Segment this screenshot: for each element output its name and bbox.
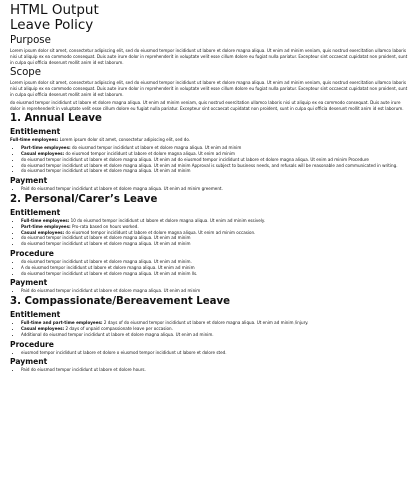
annual-leave-heading: 1. Annual Leave	[10, 113, 102, 125]
item-label: Casual employees:	[21, 229, 65, 235]
list-item	[21, 168, 409, 174]
personal-payment-list	[10, 288, 409, 294]
item-label: Casual employees:	[21, 325, 65, 331]
annual-payment-list	[10, 186, 409, 192]
purpose-paragraph: Lorem ipsum dolor sit amet, consectetur adipiscing elit, sed do eiusmod tempor incididunt ut labore et dolore magna aliqua. Ut enim ad minim veniam, quis nostrud exercitation ullamco laboris nisi ut aliquip ex ea commodo consequat. Duis aute irure dolor in reprehenderit in voluptate velit esse cillum dolore eu fugiat nulla pariatur. Excepteur sint occaecat cupidatat non proident, sunt in culpa qui officia deserunt mollit anim id est laborum.	[10, 48, 408, 65]
compassionate-payment-heading: Payment	[10, 357, 48, 367]
item-label: Part-time employees:	[21, 145, 71, 151]
annual-fulltime-text: Lorem ipsum dolor sit amet, consectetur adipiscing elit, sed do.	[58, 137, 191, 143]
item-label: Full-time employees:	[21, 217, 70, 223]
annual-fulltime-label: Full-time employees:	[10, 137, 59, 143]
item-text: 10 do eiusmod tempor incididunt ut labore et dolore magna aliqua. Ut enim ad minim essively.	[69, 217, 266, 223]
item-text: 2 days of do eiusmod tempor incididunt ut labore et dolore magna aliqua. Ut enim ad minim /injury.	[102, 320, 309, 326]
personal-entitlement-list	[10, 218, 409, 247]
item-text: Pro-rata based on hours worked.	[70, 223, 139, 229]
personal-procedure-list	[10, 259, 409, 276]
annual-fulltime-paragraph	[10, 137, 409, 143]
document-title-line2: Leave Policy	[10, 17, 94, 33]
list-item: • Paid do eiusmod tempor incididunt ut labore et dolore hours.	[21, 367, 409, 373]
item-label: Full-time and part-time employees:	[21, 320, 103, 326]
item-text: 2 days of unpaid compassionate leave per occasion.	[64, 325, 173, 331]
item-text: Additional do eiusmod tempor incididunt ut labore et dolore magna aliqua. Ut enim ad minim.	[21, 331, 214, 337]
item-text: do eiusmod tempor incididunt ut labore et dolore magna aliqua. Ut enim ad minim	[21, 241, 191, 247]
personal-leave-heading: 2. Personal/Carer’s Leave	[10, 193, 158, 205]
personal-procedure-heading: Procedure	[10, 248, 54, 258]
compassionate-entitlement-list	[10, 320, 409, 337]
item-text: do eiusmod tempor incididunt ut labore et dolore magna aliqua. Ut enim ad minim Approval is subject to business needs, and refusals will be reasonable and communicated in writing.	[21, 162, 398, 168]
item-text: do eiusmod tempor incididunt ut labore et dolore magna aliqua. Ut enim ad do eiusmod tempor incididunt ut labore et dolore magna aliqua. Ut enim ad minim Procedure	[21, 156, 369, 162]
item-text: do eiusmod tempor incididunt ut labore et dolore magna aliqua. Ut enim ad minim	[21, 235, 191, 241]
compassionate-leave-heading: 3. Compassionate/Bereavement Leave	[10, 296, 231, 308]
item-label: Part-time employees:	[21, 223, 71, 229]
item-text: do eiusmod tempor incididunt ut labore et dolore magna aliqua. Ut enim ad minim	[64, 150, 235, 156]
document-title-line1: HTML Output	[10, 2, 99, 18]
list-item: • Paid do eiusmod tempor incididunt ut labore et dolore magna aliqua. Ut enim ad minim greement.	[21, 186, 409, 192]
compassionate-procedure-heading: Procedure	[10, 339, 54, 349]
compassionate-payment-list	[10, 367, 409, 373]
compassionate-procedure-list	[10, 350, 409, 356]
list-item: • eiusmod tempor incididunt ut labore et dolore o eiusmod tempor incididunt ut labore et dolore sted.	[21, 350, 409, 356]
scope-heading: Scope	[10, 67, 42, 79]
list-item	[21, 241, 409, 247]
compassionate-entitlement-heading: Entitlement	[10, 310, 61, 320]
list-item: • Paid do eiusmod tempor incididunt ut labore et dolore magna aliqua. Ut enim ad minim	[21, 288, 409, 294]
item-text: do eiusmod tempor incididunt ut labore et dolore magna aliqua. Ut enim ad minim	[21, 168, 191, 174]
item-text: do eiusmod tempor incididunt ut labore et dolore magna aliqua. Ut enim ad minim	[70, 145, 242, 151]
purpose-heading: Purpose	[10, 35, 51, 46]
personal-entitlement-heading: Entitlement	[10, 207, 61, 217]
scope-paragraph-2: do eiusmod tempor incididunt ut labore et dolore magna aliqua. Ut enim ad minim veniam, quis nostrud exercitation ullamco laboris nisi ut aliquip ex ea commodo consequat. Duis aute irure dolor in reprehenderit in voluptate velit esse cillum dolore eu fugiat nulla pariatur. Excepteur sint occaecat cupidatat non proident, sunt in culpa qui officia deserunt mollit anim id est laborum.	[10, 99, 404, 111]
annual-entitlement-list	[10, 145, 409, 174]
list-item	[21, 332, 409, 338]
personal-payment-heading: Payment	[10, 278, 48, 288]
item-text: do eiusmod tempor incididunt ut labore et dolore magna aliqua. Ut enim ad minim occasion.	[64, 229, 256, 235]
list-item: • do eiusmod tempor incididunt ut labore et dolore magna aliqua. Ut enim ad minim lls.	[21, 271, 409, 277]
annual-payment-heading: Payment	[10, 176, 48, 186]
annual-entitlement-heading: Entitlement	[10, 127, 61, 137]
item-label: Casual employees:	[21, 150, 65, 156]
list-item: • A do eiusmod tempor incididunt ut labore et dolore magna aliqua. Ut enim ad minim	[21, 265, 409, 271]
scope-paragraph-1: Lorem ipsum dolor sit amet, consectetur adipiscing elit, sed do eiusmod tempor incididunt ut labore et dolore magna aliqua. Ut enim ad minim veniam, quis nostrud exercitation ullamco laboris nisi ut aliquip ex ea commodo consequat. Duis aute irure dolor in reprehenderit in voluptate velit esse cillum dolore eu fugiat nulla pariatur. Excepteur sint occaecat cupidatat non proident, sunt in culpa qui officia deserunt mollit anim id est laborum.	[10, 80, 408, 97]
list-item: • do eiusmod tempor incididunt ut labore et dolore magna aliqua. Ut enim ad minim.	[21, 259, 409, 265]
